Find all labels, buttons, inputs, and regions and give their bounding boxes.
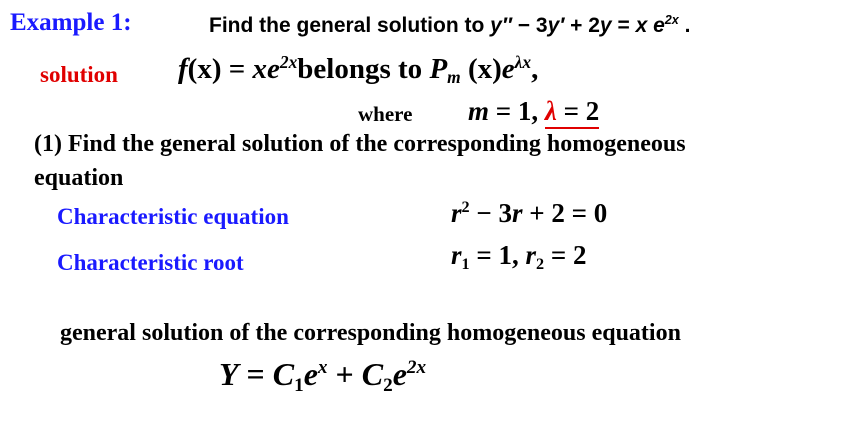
where-label: where — [358, 102, 413, 126]
root-r2-val: = 2 — [550, 240, 587, 270]
ode-y1: y′ — [547, 14, 565, 37]
gen-plus: + — [335, 356, 354, 392]
fx-name: f — [178, 53, 188, 85]
gen-C1-sub: 1 — [294, 374, 304, 396]
root-r1: r — [451, 240, 462, 270]
pm-e: e — [501, 53, 515, 85]
param-m: m — [468, 96, 490, 126]
step1-line1: (1) Find the general solution of the corresponding homogeneous — [34, 131, 686, 157]
ode-plus: + — [570, 14, 583, 37]
pm-exp: λx — [514, 51, 532, 72]
gen-e2: e — [392, 356, 407, 392]
gen-C2-sub: 2 — [383, 374, 393, 396]
ode-minus: − — [517, 14, 531, 37]
gen-e1-exp: x — [317, 357, 328, 379]
problem-statement — [209, 15, 690, 36]
solution-fx-line — [178, 51, 539, 88]
pm-P: P — [429, 53, 448, 85]
ode-coef-2: 2 — [588, 14, 600, 37]
char-r2: r — [512, 198, 523, 228]
example-label: Example 1: — [10, 9, 132, 36]
fx-base: xe — [252, 53, 280, 85]
ode-coef-3: 3 — [535, 14, 548, 37]
root-r2: r — [525, 240, 537, 270]
belongs-text: belongs to — [297, 53, 423, 85]
gen-C1: C — [272, 356, 295, 392]
char-r: r — [451, 198, 462, 228]
char-eq — [451, 200, 607, 227]
gen-C2: C — [361, 356, 384, 392]
pm-comma: , — [531, 53, 539, 85]
ode-equals: = — [617, 14, 630, 37]
gen-Y: Y — [219, 356, 239, 392]
lambda-symbol: λ — [544, 96, 557, 126]
fx-arg: (x) — [187, 53, 222, 85]
general-label: general solution of the corresponding homogeneous equation — [60, 320, 681, 346]
fx-equals: = — [228, 53, 246, 85]
char-eq-label: Characteristic equation — [57, 204, 289, 229]
step1-line2: equation — [34, 165, 124, 191]
ode-rhs: x e — [635, 14, 665, 37]
ode-y2: y″ — [490, 14, 512, 37]
solution-label: solution — [40, 62, 118, 87]
char-root-label: Characteristic root — [57, 250, 244, 275]
fx-exp: 2x — [279, 51, 298, 72]
gen-e2-exp: 2x — [406, 357, 427, 379]
char-minus3: − 3 — [476, 198, 512, 228]
pm-arg: (x) — [467, 53, 502, 85]
char-roots — [451, 240, 587, 273]
char-r-exp: 2 — [461, 198, 470, 217]
params — [468, 98, 599, 125]
lambda-value: = 2 — [563, 96, 600, 126]
gen-equals: = — [246, 356, 265, 392]
problem-prompt: Find the general solution to — [209, 14, 485, 37]
root-r1-sub: 1 — [461, 254, 470, 273]
lambda-underlined — [545, 96, 599, 129]
char-tail: + 2 = 0 — [529, 198, 608, 228]
param-m-value: = 1, — [495, 96, 539, 126]
pm-sub: m — [447, 67, 461, 88]
ode-rhs-exp: 2x — [664, 13, 679, 28]
gen-e1: e — [303, 356, 318, 392]
ode-y: y — [599, 14, 612, 37]
root-r1-val: = 1, — [476, 240, 519, 270]
root-r2-sub: 2 — [536, 254, 545, 273]
general-eq — [219, 356, 427, 396]
ode-period: . — [684, 14, 691, 37]
